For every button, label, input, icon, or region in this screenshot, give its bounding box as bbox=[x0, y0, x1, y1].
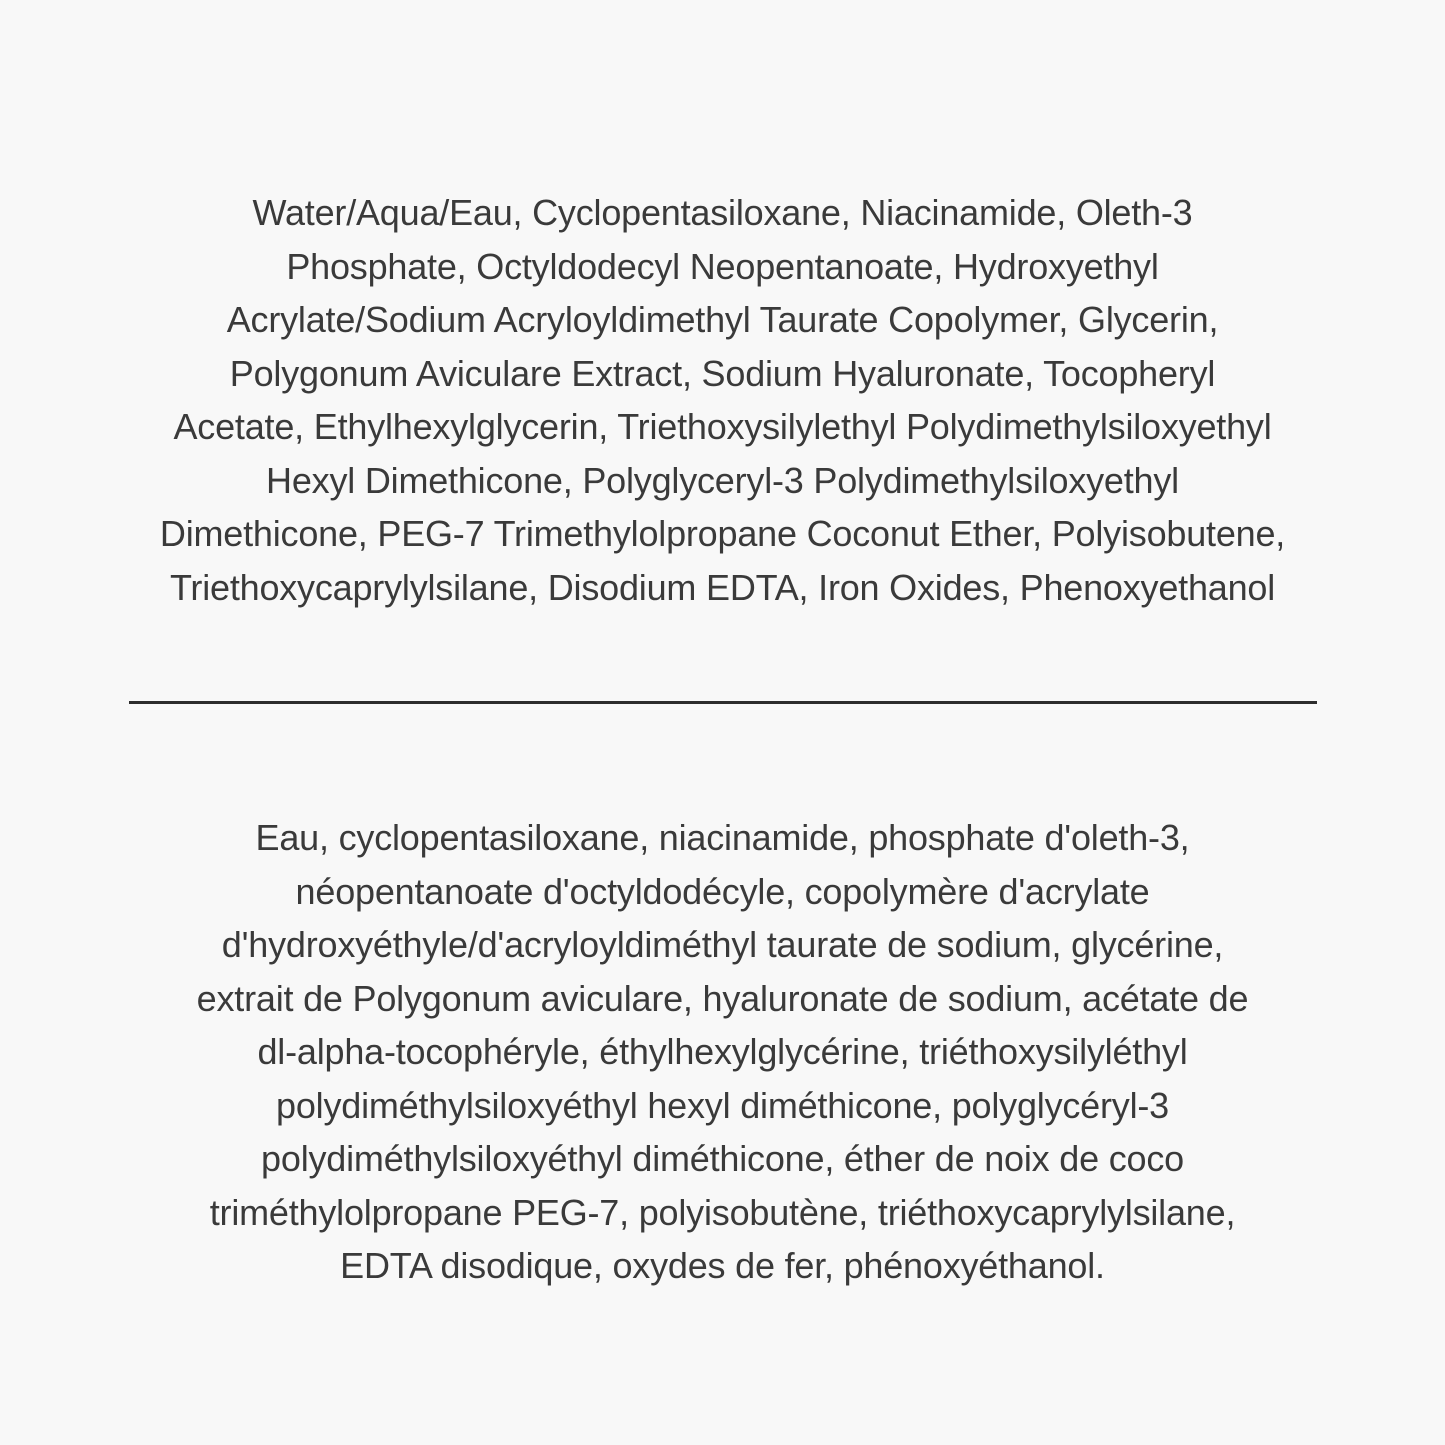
section-divider bbox=[129, 701, 1317, 704]
ingredient-line: dl-alpha-tocophéryle, éthylhexylglycérine, triéthoxysilyléthyl bbox=[257, 1031, 1188, 1072]
ingredient-line: néopentanoate d'octyldodécyle, copolymère d'acrylate bbox=[295, 870, 1150, 912]
ingredient-line: triméthylolpropane PEG-7, polyisobutène, triéthoxycaprylylsilane, bbox=[209, 1191, 1236, 1233]
ingredient-line: Polygonum Aviculare Extract, Sodium Hyaluronate, Tocopheryl bbox=[229, 352, 1216, 394]
ingredient-line: Dimethicone, PEG-7 Trimethylolpropane Coconut Ether, Polyisobutene, bbox=[159, 513, 1286, 554]
ingredient-line: d'hydroxyéthyle/d'acryloyldiméthyl taurate de sodium, glycérine, bbox=[221, 924, 1224, 965]
ingredient-line: Water/Aqua/Eau, Cyclopentasiloxane, Niacinamide, Oleth-3 bbox=[252, 192, 1193, 233]
ingredient-line: Phosphate, Octyldodecyl Neopentanoate, Hydroxyethyl bbox=[286, 245, 1159, 287]
ingredients-french-paragraph bbox=[0, 811, 1445, 1293]
ingredient-line: polydiméthylsiloxyéthyl diméthicone, éther de noix de coco bbox=[261, 1138, 1184, 1179]
ingredient-line: Acrylate/Sodium Acryloyldimethyl Taurate Copolymer, Glycerin, bbox=[226, 299, 1219, 340]
ingredient-line: Hexyl Dimethicone, Polyglyceryl-3 Polydimethylsiloxyethyl bbox=[266, 459, 1179, 501]
ingredient-line: polydiméthylsiloxyéthyl hexyl diméthicone, polyglycéryl-3 bbox=[276, 1084, 1169, 1126]
ingredient-line: Triethoxycaprylylsilane, Disodium EDTA, Iron Oxides, Phenoxyethanol bbox=[169, 566, 1276, 608]
ingredient-line: extrait de Polygonum aviculare, hyaluronate de sodium, acétate de bbox=[196, 977, 1249, 1019]
ingredient-line: EDTA disodique, oxydes de fer, phénoxyéthanol. bbox=[340, 1245, 1105, 1286]
ingredient-line: Acetate, Ethylhexylglycerin, Triethoxysilylethyl Polydimethylsiloxyethyl bbox=[173, 406, 1272, 447]
ingredients-english-paragraph bbox=[0, 186, 1445, 614]
ingredient-line: Eau, cyclopentasiloxane, niacinamide, phosphate d'oleth-3, bbox=[255, 817, 1190, 858]
